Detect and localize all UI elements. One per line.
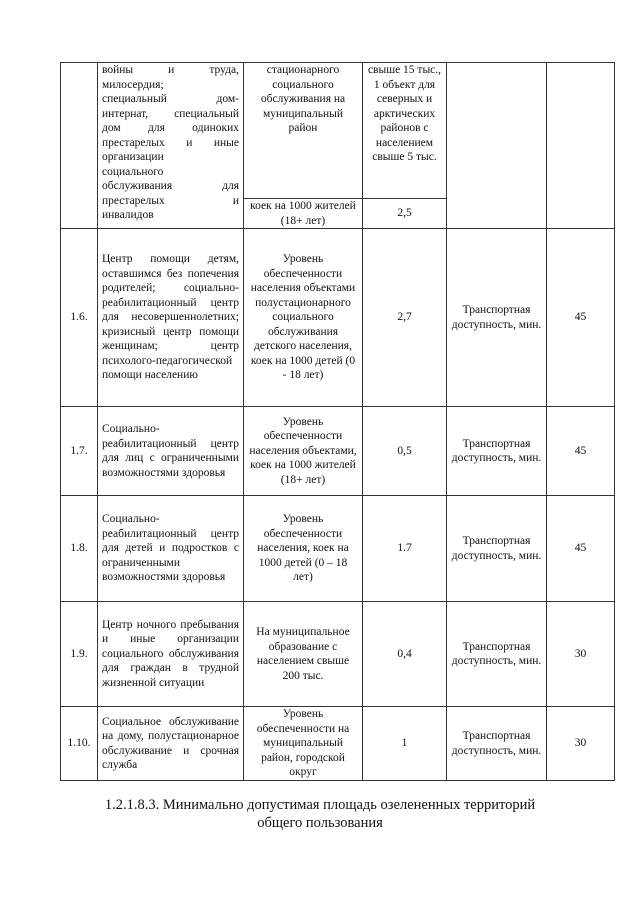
name-line: социального <box>102 165 164 178</box>
section-heading-line-1: 1.2.1.8.3. Минимально допустимая площадь озелененных территорий <box>104 797 536 813</box>
cell-indicator: На муниципальное образование с населением свыше 200 тыс. <box>244 602 363 707</box>
cell-access: Транспортная доступность, мин. <box>447 602 547 707</box>
cell-access: Транспортная доступность, мин. <box>447 496 547 602</box>
cell-value: 0,4 <box>363 602 447 707</box>
cell-num <box>61 63 98 229</box>
cell-access: Транспортная доступность, мин. <box>447 229 547 407</box>
table-row <box>61 496 615 602</box>
cell-name: Центр ночного пребывания и иные организации социального обслуживания для граждан в трудной жизненной ситуации <box>98 602 244 707</box>
name-line: специальный дом- <box>102 93 239 105</box>
table-row <box>61 602 615 707</box>
table-row <box>61 407 615 496</box>
cell-time: 45 <box>547 229 615 407</box>
cell-time <box>547 63 615 229</box>
cell-name: Социально-реабилитационный центр для лиц с ограниченными возможностями здоровья <box>98 407 244 496</box>
section-heading <box>0 796 640 832</box>
cell-access: Транспортная доступность, мин. <box>447 707 547 781</box>
cell-name: Социальное обслуживание на дому, полустационарное обслуживание и срочная служба <box>98 707 244 781</box>
cell-value: 2,5 <box>363 199 447 229</box>
table-row-continuation <box>61 63 615 199</box>
cell-name: Социально-реабилитационный центр для детей и подростков с ограниченными возможностями здоровья <box>98 496 244 602</box>
cell-value: 0,5 <box>363 407 447 496</box>
cell-num: 1.6. <box>61 229 98 407</box>
cell-access: Транспортная доступность, мин. <box>447 407 547 496</box>
name-line: престарелых и иные <box>102 136 239 149</box>
table-row <box>61 707 615 781</box>
cell-indicator: Уровень обеспеченности на муниципальный район, городской округ <box>244 707 363 781</box>
cell-indicator: Уровень обеспеченности населения, коек на 1000 детей (0 – 18 лет) <box>244 496 363 602</box>
name-line: интернат, специальный <box>102 107 239 120</box>
cell-indicator: Уровень обеспеченности населения объектами полустационарного социального обслуживания детского населения, коек на 1000 детей (0 - 18 лет) <box>244 229 363 407</box>
cell-access <box>447 63 547 229</box>
cell-time: 45 <box>547 407 615 496</box>
cell-indicator: Уровень обеспеченности населения объектами, коек на 1000 жителей (18+ лет) <box>244 407 363 496</box>
norms-table <box>60 62 615 781</box>
name-line: милосердия; <box>102 78 164 91</box>
cell-indicator: коек на 1000 жителей (18+ лет) <box>244 199 363 229</box>
cell-name-continuation <box>98 63 244 229</box>
name-line: престарелых и <box>102 194 239 207</box>
name-line: обслуживания для <box>102 180 239 192</box>
cell-num: 1.9. <box>61 602 98 707</box>
name-line: инвалидов <box>102 209 154 221</box>
section-heading-line-2: общего пользования <box>257 815 383 831</box>
name-line: дом для одиноких <box>102 122 239 134</box>
cell-value: 1.7 <box>363 496 447 602</box>
cell-time: 30 <box>547 707 615 781</box>
cell-num: 1.7. <box>61 407 98 496</box>
cell-value: свыше 15 тыс., 1 объект для северных и арктических районов с населением свыше 5 тыс. <box>363 63 447 199</box>
table-row <box>61 229 615 407</box>
cell-value: 1 <box>363 707 447 781</box>
cell-time: 45 <box>547 496 615 602</box>
cell-indicator: стационарного социального обслуживания на муниципальный район <box>244 63 363 199</box>
cell-num: 1.10. <box>61 707 98 781</box>
name-line: войны и труда, <box>102 64 239 76</box>
cell-num: 1.8. <box>61 496 98 602</box>
cell-value: 2,7 <box>363 229 447 407</box>
name-line: организации <box>102 151 164 163</box>
cell-name: Центр помощи детям, оставшимся без попечения родителей; социально-реабилитационный центр для несовершеннолетних; кризисный центр помощи женщинам; центр психолого-педагогической помощи населению <box>98 229 244 407</box>
cell-time: 30 <box>547 602 615 707</box>
